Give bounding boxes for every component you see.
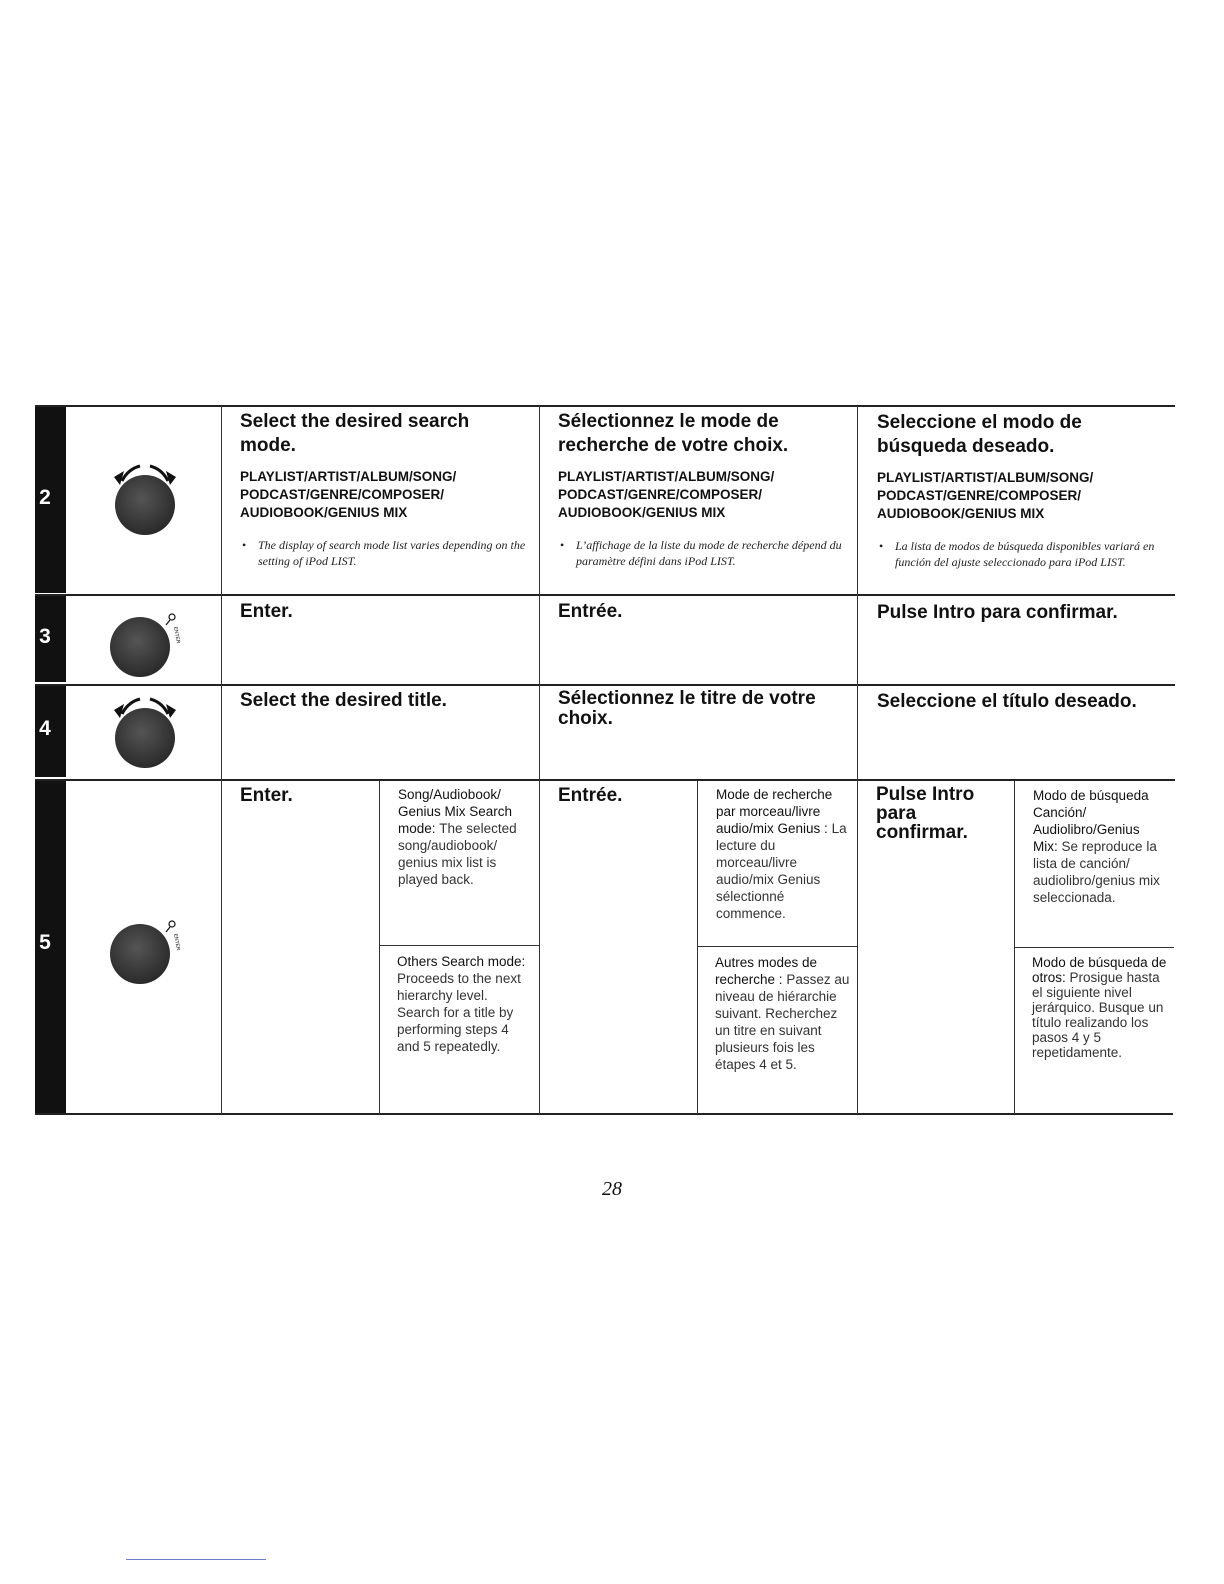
step-2-note-fr: • L’affichage de la liste du mode de recherche dépend du paramètre défini dans iPod LIST. xyxy=(560,538,842,568)
step-4-number: 4 xyxy=(39,717,51,740)
table-bottom-rule xyxy=(35,1113,1173,1115)
step-4-number-tab xyxy=(35,686,66,777)
step-2-modes-es: PLAYLIST/ARTIST/ALBUM/SONG/ PODCAST/GENRE/COMPOSER/ AUDIOBOOK/GENIUS MIX xyxy=(877,470,1094,521)
step-5-other-lead-fr: Autres modes de recherche : xyxy=(715,955,818,987)
rotate-knob-icon-2 xyxy=(100,688,190,778)
step-2-note-fr-text: L’affichage de la liste du mode de recherche dépend du paramètre défini dans iPod LIST. xyxy=(576,538,842,568)
step-2-note-en-text: The display of search mode list varies depending on the setting of iPod LIST. xyxy=(258,538,526,568)
step-5-other-lead-es: Modo de búsqueda de otros: xyxy=(1032,955,1167,985)
step-2-note-en: • The display of search mode list varies depending on the setting of iPod LIST. xyxy=(242,538,526,568)
step-5-song-text-fr: La lecture du morceau/livre audio/mix Genius sélectionné commence. xyxy=(716,821,847,921)
row-rule-5 xyxy=(35,779,1175,781)
step-2-note-es-text: La lista de modos de búsqueda disponibles variará en función del ajuste seleccionado para iPod LIST. xyxy=(895,539,1155,569)
step-5-other-mode-fr xyxy=(715,954,850,1073)
sub-divider-fr xyxy=(697,946,857,947)
step-3-heading-es: Pulse Intro para confirmar. xyxy=(877,602,1118,623)
step-5-other-mode-es xyxy=(1032,955,1167,1060)
step-5-number: 5 xyxy=(39,931,51,954)
step-5-song-lead-fr: Mode de recherche par morceau/livre audio/mix Genius : xyxy=(716,787,833,836)
enter-label-2: ENTER xyxy=(172,933,181,952)
sub-rule-fr xyxy=(697,781,698,1114)
rotate-knob-icon xyxy=(100,455,190,545)
step-5-song-text-es: Se reproduce la lista de canción/ audiolibro/genius mix seleccionada. xyxy=(1033,839,1160,905)
sub-divider-en xyxy=(379,945,539,946)
step-2-modes-fr: PLAYLIST/ARTIST/ALBUM/SONG/ PODCAST/GENRE/COMPOSER/ AUDIOBOOK/GENIUS MIX xyxy=(558,469,775,520)
step-4-heading-en: Select the desired title. xyxy=(240,690,447,711)
step-3-heading-en: Enter. xyxy=(240,601,293,622)
step-5-other-text-es: Prosigue hasta el siguiente nivel jerárquico. Busque un título realizando los pasos 4 y 5 repetidamente. xyxy=(1032,970,1164,1060)
step-2-number-tab xyxy=(35,406,66,593)
step-2-heading-en: Select the desired search mode. xyxy=(240,411,470,456)
step-3-heading-fr: Entrée. xyxy=(558,601,623,622)
step-2-number: 2 xyxy=(39,486,51,509)
sub-rule-en xyxy=(379,781,380,1114)
step-4-heading-es: Seleccione el título deseado. xyxy=(877,691,1137,712)
row-rule-4 xyxy=(35,684,1175,686)
column-rule-es xyxy=(857,406,858,1114)
step-5-song-mode-es xyxy=(1033,787,1168,906)
step-5-song-mode-en xyxy=(398,786,533,888)
step-2-note-es: • La lista de modos de búsqueda disponibles variará en función del ajuste seleccionado para iPod LIST. xyxy=(879,539,1155,569)
column-rule-en xyxy=(221,406,222,1114)
column-rule-fr xyxy=(539,406,540,1114)
step-5-heading-fr: Entrée. xyxy=(558,785,623,806)
step-5-other-mode-en xyxy=(397,953,532,1055)
step-2-modes-en: PLAYLIST/ARTIST/ALBUM/SONG/ PODCAST/GENRE/COMPOSER/ AUDIOBOOK/GENIUS MIX xyxy=(240,469,457,520)
table-top-rule xyxy=(35,405,1175,407)
footnote-rule xyxy=(126,1559,266,1560)
step-5-number-tab xyxy=(35,781,66,1114)
step-5-other-lead-en: Others Search mode: xyxy=(397,954,526,969)
sub-divider-es xyxy=(1014,947,1174,948)
step-3-number: 3 xyxy=(39,625,51,648)
step-3-number-tab xyxy=(35,596,66,682)
row-rule-3 xyxy=(35,594,1175,596)
step-4-heading-fr: Sélectionnez le titre de votre choix. xyxy=(558,688,816,729)
step-5-song-lead-es: Modo de búsqueda Canción/ Audiolibro/Genius Mix: xyxy=(1033,788,1149,854)
step-5-other-text-en: Proceeds to the next hierarchy level. Search for a title by performing steps 4 and 5 repeatedly. xyxy=(397,971,521,1054)
step-2-heading-es: Seleccione el modo de búsqueda deseado. xyxy=(877,412,1082,457)
step-5-heading-en: Enter. xyxy=(240,785,293,806)
step-2-heading-fr: Sélectionnez le mode de recherche de votre choix. xyxy=(558,411,789,456)
page-number: 28 xyxy=(602,1178,622,1200)
enter-knob-icon-2 xyxy=(100,912,190,987)
enter-knob-icon xyxy=(100,605,190,680)
step-5-song-mode-fr xyxy=(716,786,851,922)
enter-label: ENTER xyxy=(172,626,181,645)
step-5-song-text-en: The selected song/audiobook/ genius mix list is played back. xyxy=(398,821,517,887)
step-5-heading-es: Pulse Intro para confirmar. xyxy=(876,784,975,843)
step-5-other-text-fr: Passez au niveau de hiérarchie suivant. Recherchez un titre en suivant plusieurs fois les étapes 4 et 5. xyxy=(715,972,850,1072)
step-5-song-lead-en: Song/Audiobook/ Genius Mix Search mode: xyxy=(398,787,513,836)
